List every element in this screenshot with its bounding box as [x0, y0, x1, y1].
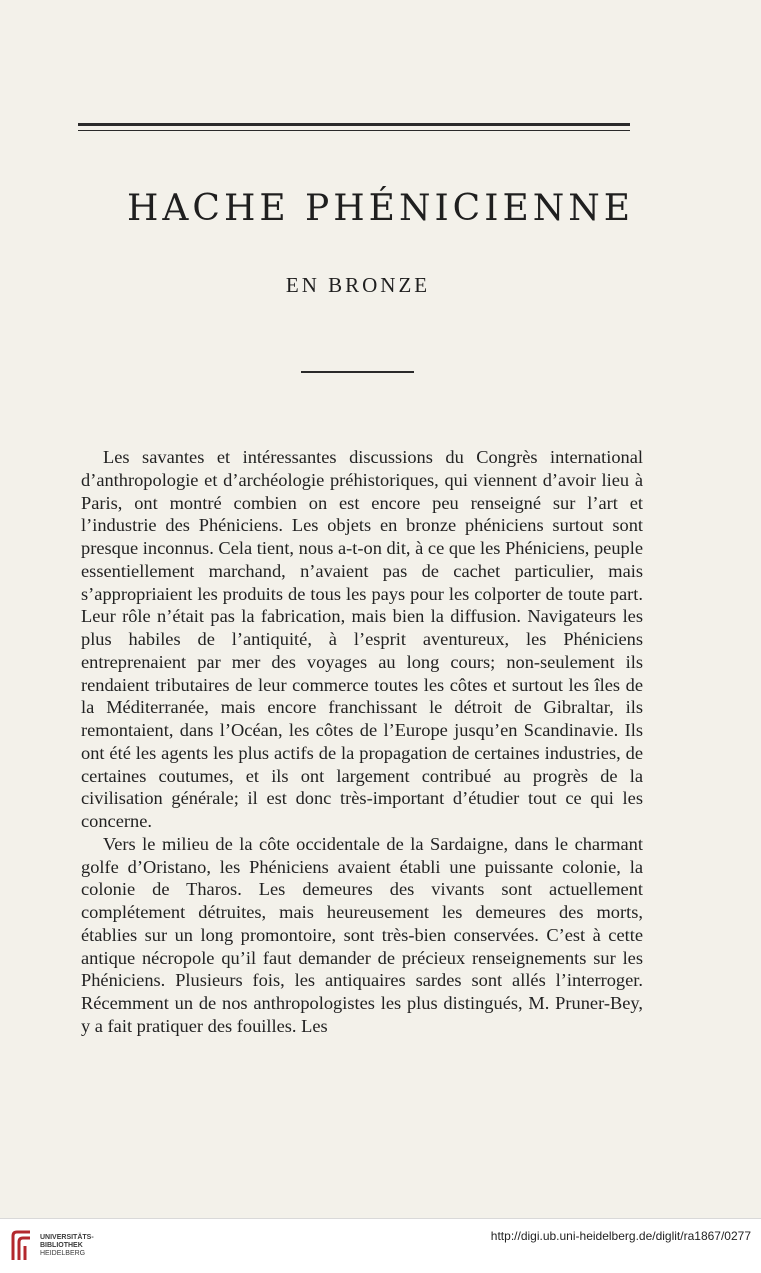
header-rule-thick: [78, 123, 630, 126]
logo-line-1: UNIVERSITÄTS-: [40, 1234, 94, 1241]
article-subtitle: EN BRONZE: [285, 273, 431, 297]
article-title: HACHE PHÉNICIENNE: [127, 188, 634, 229]
viewer-footer: [0, 1218, 761, 1273]
title-separator: [301, 371, 414, 373]
logo-line-3: HEIDELBERG: [40, 1250, 86, 1257]
paragraph-2: Vers le milieu de la côte occidentale de la Sardaigne, dans le charmant golfe d’Oristano, les Phéniciens avaient établi une puissante colonie, la colonie de Tharos. Les demeures des vivants sont actuellement complétement détruites, mais heureusement les demeures des morts, établies sur un long promontoire, sont très-bien conservées. C’est à cette antique nécropole qu’il faut demander de précieux renseignements sur les Phéniciens. Plusieurs fois, les antiquaires sardes sont allés l’interroger. Récemment un de nos anthropologistes les plus distingués, M. Pruner-Bey, y a fait pratiquer des fouilles. Les: [81, 833, 643, 1036]
logo-line-2: BIBLIOTHEK: [40, 1242, 83, 1249]
library-logo-text[interactable]: [40, 1234, 94, 1258]
library-logo-icon[interactable]: [10, 1230, 32, 1262]
permalink-url[interactable]: http://digi.ub.uni-heidelberg.de/diglit/ra1867/0277: [490, 1229, 751, 1243]
header-rule-thin: [78, 130, 630, 131]
article-body: [81, 446, 643, 1038]
paragraph-1: Les savantes et intéressantes discussions du Congrès international d’anthropologie et d’archéologie préhistoriques, qui viennent d’avoir lieu à Paris, ont montré combien on est encore peu renseigné sur l’art et l’industrie des Phéniciens. Les objets en bronze phéniciens surtout sont presque inconnus. Cela tient, nous a-t-on dit, à ce que les Phéniciens, peuple essentiellement marchand, n’avaient pas de cachet particulier, mais s’appropriaient les produits de tous les pays pour les colporter de toute part. Leur rôle n’était pas la fabrication, mais bien la diffusion. Navigateurs les plus habiles de l’antiquité, à l’esprit aventureux, les Phéniciens entreprenaient par mer des voyages au long cours; non-seulement ils rendaient tributaires de leur commerce toutes les côtes et surtout les îles de la Méditerranée, mais encore franchissant le détroit de Gibraltar, ils remontaient, dans l’Océan, les côtes de l’Europe jusqu’en Scandinavie. Ils ont été les agents les plus actifs de la propagation de certaines industries, de certaines coutumes, et ils ont largement contribué au progrès de la civilisation générale; il est donc très-important d’étudier tout ce qui les concerne.: [81, 447, 643, 831]
